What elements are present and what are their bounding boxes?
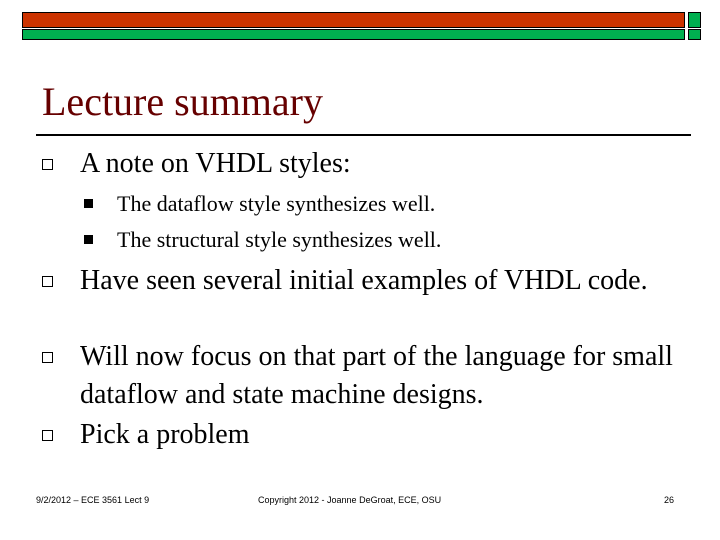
hollow-square-bullet-icon <box>42 276 53 287</box>
title-underline <box>36 134 691 136</box>
filled-square-bullet-icon <box>84 199 93 208</box>
slide-title: Lecture summary <box>42 79 323 124</box>
hollow-square-bullet-icon <box>42 430 53 441</box>
header-corner-square-top <box>688 12 701 28</box>
header-corner-square-bottom <box>688 29 701 40</box>
bullet-text: Have seen several initial examples of VHDL code. <box>80 265 648 296</box>
hollow-square-bullet-icon <box>42 352 53 363</box>
filled-square-bullet-icon <box>84 235 93 244</box>
header-green-bar <box>22 29 685 40</box>
footer-date-lecture: 9/2/2012 – ECE 3561 Lect 9 <box>36 495 150 505</box>
bullet-text: Will now focus on that part of the language for small dataflow and state machine designs. <box>80 341 673 410</box>
footer-copyright: Copyright 2012 - Joanne DeGroat, ECE, OSU <box>258 495 442 505</box>
footer-page-number: 26 <box>664 495 675 505</box>
subbullet-text: The dataflow style synthesizes well. <box>117 191 436 216</box>
subbullet-text: The structural style synthesizes well. <box>117 227 442 252</box>
bullet-text: Pick a problem <box>80 419 250 450</box>
bullet-text: A note on VHDL styles: <box>80 148 351 179</box>
hollow-square-bullet-icon <box>42 159 53 170</box>
header-red-bar <box>22 12 685 28</box>
